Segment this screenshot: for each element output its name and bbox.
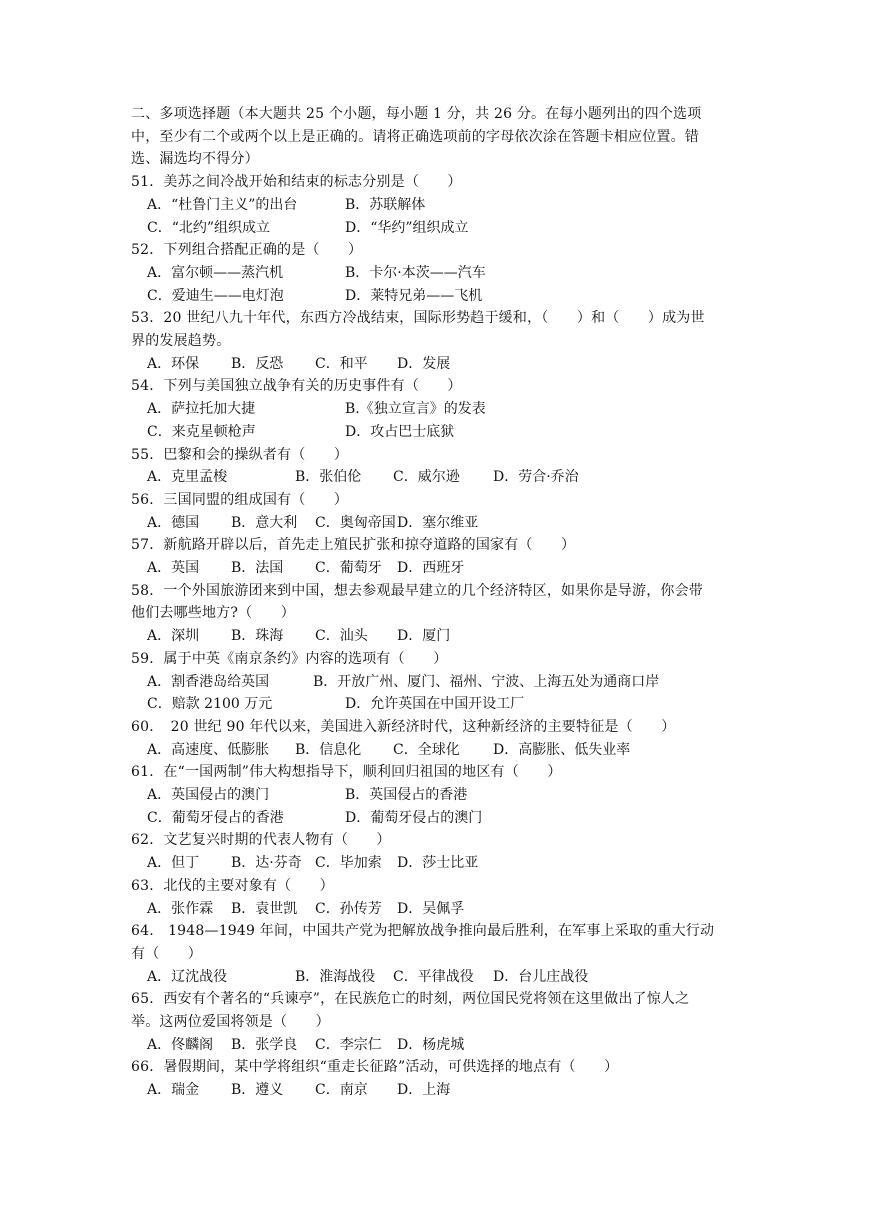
- question-stem: 他们去哪些地方?（ ）: [131, 605, 295, 622]
- answer-option: A．割香港岛给英国: [147, 673, 270, 690]
- answer-option: A．张作霖: [147, 900, 214, 917]
- answer-option: A．“杜鲁门主义”的出台: [147, 196, 298, 213]
- answer-option: D．高膨胀、低失业率: [493, 741, 631, 758]
- answer-option: A．富尔顿——蒸汽机: [147, 264, 284, 281]
- answer-option: D．厦门: [397, 628, 451, 645]
- answer-option: A．德国: [147, 514, 200, 531]
- question-stem: 有（ ）: [131, 945, 202, 962]
- answer-option: A．英国: [147, 560, 200, 576]
- question-stem: 52．下列组合搭配正确的是（ ）: [131, 242, 363, 259]
- answer-option: D．莱特兄弟——飞机: [345, 287, 483, 304]
- question-stem: 66．暑假期间，某中学将组织“重走长征路”活动，可供选择的地点有（ ）: [131, 1059, 619, 1076]
- answer-option: B．英国侵占的香港: [345, 787, 468, 803]
- answer-option: B．开放广州、厦门、福州、宁波、上海五处为通商口岸: [313, 673, 660, 690]
- answer-option: D．允许英国在中国开设工厂: [345, 696, 525, 713]
- answer-option: B．苏联解体: [345, 196, 426, 213]
- answer-option: D．莎士比亚: [397, 855, 479, 872]
- answer-option: B．张伯伦: [295, 469, 362, 486]
- section-intro-line: 中，至少有二个或两个以上是正确的。请将正确选项前的字母依次涂在答题卡相应位置。错: [131, 128, 699, 145]
- question-stem: 举。这两位爱国将领是（ ）: [131, 1014, 330, 1030]
- answer-option: D．西班牙: [397, 560, 465, 576]
- answer-option: C．来克星顿枪声: [147, 423, 256, 440]
- answer-option: C．全球化: [393, 741, 460, 758]
- answer-option: D．吴佩孚: [397, 900, 465, 917]
- answer-option: D．攻占巴士底狱: [345, 423, 455, 440]
- question-stem: 65．西安有个著名的“兵谏亭”，在民族危亡的时刻，两位国民党将领在这里做出了惊人之: [131, 991, 690, 1008]
- question-stem: 54．下列与美国独立战争有关的历史事件有（ ）: [131, 378, 462, 395]
- answer-option: B．卡尔·本茨——汽车: [345, 264, 486, 281]
- question-stem: 60． 20 世纪 90 年代以来，美国进入新经济时代，这种新经济的主要特征是（ ）: [131, 718, 676, 735]
- answer-option: A．深圳: [147, 628, 200, 645]
- answer-option: B．反恐: [231, 355, 284, 372]
- answer-option: B．张学良: [231, 1036, 298, 1053]
- answer-option: D．台儿庄战役: [493, 968, 589, 985]
- answer-option: A．辽沈战役: [147, 968, 228, 985]
- question-stem: 62．文艺复兴时期的代表人物有（ ）: [131, 832, 391, 849]
- answer-option: C．葡萄牙侵占的香港: [147, 809, 284, 826]
- question-stem: 53．20 世纪八九十年代，东西方冷战结束，国际形势趋于缓和，（ ）和（ ）成为世: [131, 310, 705, 327]
- answer-option: C．葡萄牙: [315, 560, 382, 576]
- answer-option: B．袁世凯: [231, 900, 298, 917]
- answer-option: D．上海: [397, 1082, 451, 1099]
- answer-option: A．佟麟阁: [147, 1036, 214, 1053]
- question-stem: 58．一个外国旅游团来到中国，想去参观最早建立的几个经济特区，如果你是导游，你会带: [131, 582, 704, 599]
- section-intro-line: 二、多项选择题（本大题共 25 个小题，每小题 1 分，共 26 分。在每小题列出的四个选项: [131, 106, 702, 122]
- question-stem: 界的发展趋势。: [131, 333, 231, 349]
- answer-option: D．“华约”组织成立: [345, 219, 469, 236]
- answer-option: B．淮海战役: [295, 968, 376, 985]
- question-stem: 59．属于中英《南京条约》内容的选项有（ ）: [131, 650, 448, 667]
- answer-option: B．遵义: [231, 1082, 284, 1099]
- answer-option: C．赔款 2100 万元: [147, 696, 273, 713]
- answer-option: C．孙传芳: [315, 900, 382, 917]
- answer-option: A．瑞金: [147, 1082, 200, 1099]
- answer-option: B．法国: [231, 560, 284, 576]
- answer-option: D．塞尔维亚: [397, 514, 479, 531]
- answer-option: B．意大利: [231, 514, 298, 531]
- answer-option: D．发展: [397, 355, 451, 372]
- answer-option: C．爱迪生——电灯泡: [147, 287, 284, 304]
- answer-option: C．李宗仁: [315, 1036, 382, 1053]
- question-stem: 63．北伐的主要对象有（ ）: [131, 877, 334, 894]
- answer-option: D．劳合·乔治: [493, 469, 579, 486]
- answer-option: C．威尔逊: [393, 469, 460, 486]
- answer-option: B．珠海: [231, 628, 284, 645]
- answer-option: C．南京: [315, 1082, 368, 1099]
- answer-option: B．达·芬奇: [231, 855, 302, 872]
- answer-option: C．奥匈帝国: [315, 514, 396, 531]
- answer-option: B.《独立宣言》的发表: [345, 401, 486, 418]
- answer-option: A．克里孟梭: [147, 469, 228, 486]
- answer-option: A．环保: [147, 355, 200, 372]
- answer-option: C．平律战役: [393, 968, 474, 985]
- answer-option: A．萨拉托加大捷: [147, 401, 256, 418]
- answer-option: A．高速度、低膨胀: [147, 741, 270, 758]
- question-stem: 51．美苏之间冷战开始和结束的标志分别是（ ）: [131, 174, 462, 191]
- question-stem: 57．新航路开辟以后，首先走上殖民扩张和掠夺道路的国家有（ ）: [131, 537, 576, 554]
- answer-option: B．信息化: [295, 741, 362, 758]
- answer-option: C．毕加索: [315, 855, 382, 872]
- question-stem: 64. 1948—1949 年间，中国共产党为把解放战争推向最后胜利，在军事上采取的重大行动: [131, 923, 715, 940]
- answer-option: C．和平: [315, 355, 368, 372]
- question-stem: 56．三国同盟的组成国有（ ）: [131, 491, 349, 508]
- question-stem: 55．巴黎和会的操纵者有（ ）: [131, 446, 349, 463]
- answer-option: A．英国侵占的澳门: [147, 787, 270, 803]
- answer-option: C．汕头: [315, 628, 368, 645]
- question-stem: 61．在“一国两制”伟大构想指导下，顺利回归祖国的地区有（ ）: [131, 764, 562, 781]
- section-intro-line: 选、漏选均不得分）: [131, 151, 259, 168]
- answer-option: D．葡萄牙侵占的澳门: [345, 809, 483, 826]
- answer-option: C．“北约”组织成立: [147, 219, 271, 236]
- answer-option: D．杨虎城: [397, 1036, 465, 1053]
- answer-option: A．但丁: [147, 855, 200, 872]
